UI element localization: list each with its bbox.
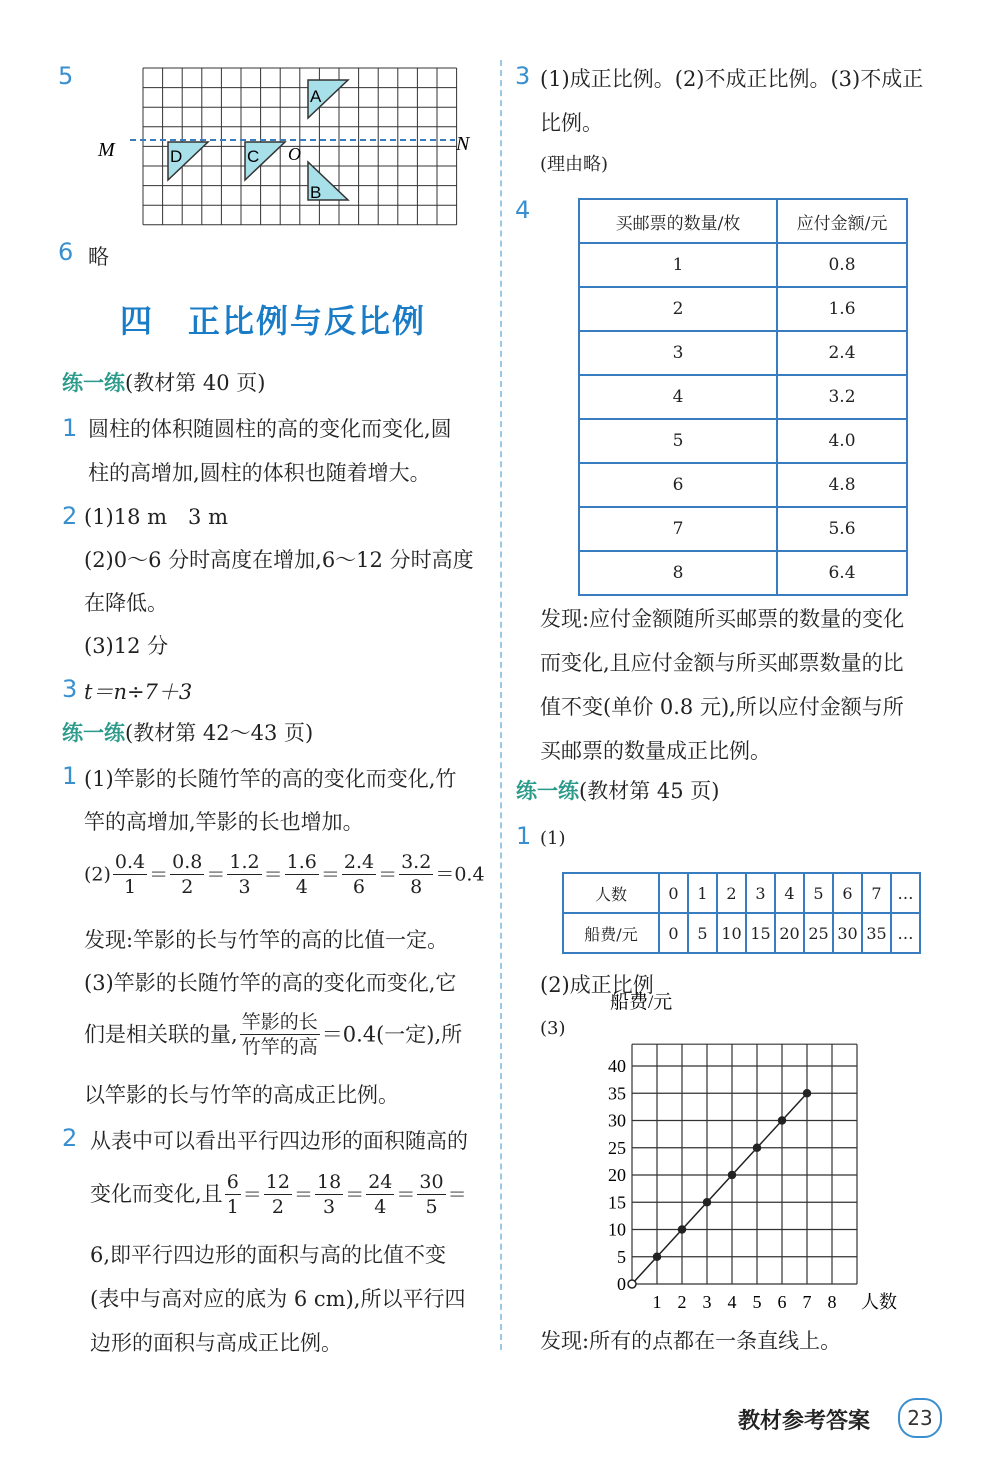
q1-d3: 以竿影的长与竹竿的高成正比例。 bbox=[84, 1083, 399, 1107]
data-point bbox=[804, 1090, 811, 1097]
frac-numerator: 6 bbox=[226, 1171, 239, 1193]
p2-number: 2 bbox=[62, 502, 78, 530]
table-row bbox=[579, 551, 907, 595]
data-point bbox=[729, 1172, 736, 1179]
table-cell: 4.8 bbox=[777, 463, 907, 507]
q4-number: 4 bbox=[515, 196, 531, 224]
table-cell: 10 bbox=[717, 913, 746, 953]
column-divider bbox=[500, 60, 502, 1350]
fraction bbox=[264, 1170, 292, 1219]
q1-d1: (3)竿影的长随竹竿的高的变化而变化,它 bbox=[84, 971, 457, 995]
q2-fractions bbox=[223, 1171, 467, 1218]
table-cell: 35 bbox=[862, 913, 891, 953]
equals-sign: ＝ bbox=[293, 1183, 313, 1206]
exercise-ref: (教材第 45 页) bbox=[579, 779, 720, 803]
exercise-heading-1 bbox=[62, 368, 265, 398]
q3-l2: 比例。 bbox=[540, 111, 603, 135]
q1-d2-suffix: ＝0.4(一定),所 bbox=[321, 1022, 463, 1047]
table-row bbox=[579, 463, 907, 507]
table-row bbox=[563, 873, 920, 913]
r1-a: (1) bbox=[540, 828, 566, 849]
y-tick-label: 25 bbox=[608, 1137, 626, 1158]
fraction bbox=[227, 850, 261, 899]
table-cell: 30 bbox=[833, 913, 862, 953]
frac-numerator: 12 bbox=[265, 1171, 290, 1193]
fraction bbox=[366, 1170, 394, 1219]
table-cell: 3 bbox=[579, 331, 777, 375]
table-cell: 2 bbox=[579, 287, 777, 331]
table-cell: 1 bbox=[579, 243, 777, 287]
exercise-label: 练一练 bbox=[62, 721, 125, 745]
q1-a2: 竿的高增加,竿影的长也增加。 bbox=[84, 810, 364, 834]
q3-number: 3 bbox=[515, 62, 531, 90]
frac-denominator: 6 bbox=[352, 876, 366, 898]
q1-a1: (1)竿影的长随竹竿的高的变化而变化,竹 bbox=[84, 767, 457, 791]
q5-number: 5 bbox=[58, 62, 74, 90]
data-point bbox=[654, 1253, 661, 1260]
table-cell: … bbox=[891, 873, 920, 913]
x-tick-label: 6 bbox=[777, 1292, 787, 1312]
table-cell: 5 bbox=[579, 419, 777, 463]
frac-numerator: 竿影的长 bbox=[241, 1011, 318, 1033]
data-point bbox=[754, 1144, 761, 1151]
q1-fractions bbox=[111, 851, 435, 898]
frac-denominator: 4 bbox=[295, 876, 308, 898]
table-row bbox=[579, 287, 907, 331]
fraction bbox=[399, 850, 433, 899]
p1-line2: 柱的高增加,圆柱的体积也随着增大。 bbox=[88, 461, 431, 485]
frac-numerator: 0.8 bbox=[172, 851, 203, 873]
table-header: 应付金额/元 bbox=[777, 199, 907, 243]
table-row bbox=[579, 419, 907, 463]
page-number: 23 bbox=[907, 1406, 933, 1430]
frac-numerator: 2.4 bbox=[343, 851, 375, 873]
label-d: D bbox=[170, 147, 183, 166]
x-tick-label: 1 bbox=[652, 1292, 662, 1312]
y-tick-label: 5 bbox=[617, 1246, 626, 1267]
table-cell: 15 bbox=[746, 913, 775, 953]
frac-numerator: 0.4 bbox=[114, 851, 146, 873]
boat-fee-line-chart bbox=[590, 992, 910, 1312]
data-point bbox=[779, 1117, 786, 1124]
q1-d2-fraction bbox=[240, 1010, 320, 1059]
section-title: 四 正比例与反比例 bbox=[120, 302, 427, 340]
table-row bbox=[563, 913, 920, 953]
fraction bbox=[342, 850, 376, 899]
frac-denominator: 3 bbox=[323, 1196, 336, 1218]
table-cell: 0 bbox=[659, 873, 688, 913]
p1-number: 1 bbox=[62, 414, 78, 442]
fraction bbox=[113, 850, 147, 899]
exercise-label: 练一练 bbox=[516, 779, 579, 803]
exercise-ref: (教材第 42～43 页) bbox=[125, 721, 314, 745]
table-cell: 5 bbox=[804, 873, 833, 913]
frac-denominator: 4 bbox=[374, 1196, 387, 1218]
q2-l2-prefix: 变化而变化,且 bbox=[90, 1182, 223, 1206]
frac-numerator: 1.2 bbox=[229, 851, 260, 873]
equals-sign: ＝ bbox=[345, 1183, 365, 1206]
q1-number: 1 bbox=[62, 762, 78, 790]
p2-c: (3)12 分 bbox=[84, 634, 169, 658]
fraction bbox=[225, 1170, 241, 1219]
r1-number: 1 bbox=[516, 822, 532, 850]
table-row bbox=[579, 375, 907, 419]
page-number-badge bbox=[898, 1398, 942, 1438]
y-tick-label: 30 bbox=[608, 1110, 626, 1131]
table-header: 买邮票的数量/枚 bbox=[579, 199, 777, 243]
r1-b: (2)成正比例 bbox=[540, 973, 654, 997]
equals-sign: ＝ bbox=[378, 863, 398, 886]
x-tick-label: 8 bbox=[827, 1292, 837, 1312]
q2-l3: 6,即平行四边形的面积与高的比值不变 bbox=[90, 1243, 447, 1267]
label-a: A bbox=[310, 87, 322, 106]
equals-sign: ＝ bbox=[149, 863, 169, 886]
table-row bbox=[579, 243, 907, 287]
equals-sign: ＝ bbox=[263, 863, 283, 886]
x-tick-label: 3 bbox=[702, 1292, 712, 1312]
q2-l4: (表中与高对应的底为 6 cm),所以平行四 bbox=[90, 1287, 466, 1311]
row-label: 人数 bbox=[563, 873, 659, 913]
q4-f4: 买邮票的数量成正比例。 bbox=[540, 739, 771, 763]
table-cell: 2 bbox=[717, 873, 746, 913]
label-c: C bbox=[247, 147, 260, 166]
y-tick-label: 10 bbox=[608, 1219, 626, 1240]
symmetry-grid-figure bbox=[90, 60, 490, 230]
q1-d2-prefix: 们是相关联的量, bbox=[84, 1022, 238, 1047]
q1-c: 发现:竿影的长与竹竿的高的比值一定。 bbox=[84, 928, 449, 952]
y-tick-label: 0 bbox=[617, 1274, 626, 1294]
q6-number: 6 bbox=[58, 238, 74, 266]
stamp-price-table bbox=[578, 198, 908, 596]
table-cell: 3 bbox=[746, 873, 775, 913]
table-cell: 4 bbox=[775, 873, 804, 913]
table-cell: 1 bbox=[688, 873, 717, 913]
table-cell: 0 bbox=[659, 913, 688, 953]
q4-f3: 值不变(单价 0.8 元),所以应付金额与所 bbox=[540, 695, 904, 719]
frac-denominator: 竹竿的高 bbox=[241, 1036, 318, 1058]
table-cell: 7 bbox=[579, 507, 777, 551]
q4-f1: 发现:应付金额随所买邮票的数量的变化 bbox=[540, 607, 905, 631]
label-m: M bbox=[98, 139, 115, 161]
table-cell: 6 bbox=[833, 873, 862, 913]
fraction bbox=[285, 850, 319, 899]
table-cell: 0.8 bbox=[777, 243, 907, 287]
q2-number: 2 bbox=[62, 1124, 78, 1152]
table-cell: 1.6 bbox=[777, 287, 907, 331]
data-point bbox=[679, 1226, 686, 1233]
label-n: N bbox=[456, 133, 470, 155]
table-cell: 5 bbox=[688, 913, 717, 953]
frac-numerator: 18 bbox=[317, 1171, 342, 1193]
q3-l3: (理由略) bbox=[540, 154, 609, 175]
q2-l1: 从表中可以看出平行四边形的面积随高的 bbox=[90, 1129, 468, 1153]
frac-denominator: 1 bbox=[123, 876, 137, 898]
frac-numerator: 1.6 bbox=[286, 851, 317, 873]
x-tick-label: 4 bbox=[727, 1292, 737, 1312]
x-axis-label: 人数 bbox=[861, 1292, 897, 1312]
table-cell: 20 bbox=[775, 913, 804, 953]
equals-sign: ＝ bbox=[447, 1183, 467, 1206]
table-cell: 7 bbox=[862, 873, 891, 913]
q1-b-suffix: ＝0.4 bbox=[435, 863, 485, 886]
table-row bbox=[579, 331, 907, 375]
x-tick-label: 5 bbox=[752, 1292, 762, 1312]
q1-ratio-chain bbox=[84, 850, 485, 899]
exercise-ref: (教材第 40 页) bbox=[125, 371, 266, 395]
frac-denominator: 8 bbox=[410, 876, 423, 898]
equals-sign: ＝ bbox=[242, 1183, 262, 1206]
x-tick-label: 7 bbox=[802, 1292, 812, 1312]
y-tick-label: 40 bbox=[608, 1056, 626, 1076]
table-cell: 3.2 bbox=[777, 375, 907, 419]
r1-d: 发现:所有的点都在一条直线上。 bbox=[540, 1329, 842, 1353]
table-row bbox=[579, 507, 907, 551]
table-cell: 25 bbox=[804, 913, 833, 953]
frac-denominator: 5 bbox=[425, 1196, 438, 1218]
p3-number: 3 bbox=[62, 675, 78, 703]
fraction bbox=[315, 1170, 343, 1219]
frac-numerator: 3.2 bbox=[401, 851, 432, 873]
row-label: 船费/元 bbox=[563, 913, 659, 953]
table-cell: 6 bbox=[579, 463, 777, 507]
y-tick-label: 20 bbox=[608, 1165, 626, 1185]
q4-f2: 而变化,且应付金额与所买邮票数量的比 bbox=[540, 651, 904, 675]
frac-denominator: 2 bbox=[271, 1196, 284, 1218]
frac-denominator: 1 bbox=[226, 1196, 239, 1218]
equals-sign: ＝ bbox=[320, 863, 340, 886]
frac-denominator: 2 bbox=[181, 876, 194, 898]
frac-denominator: 3 bbox=[238, 876, 251, 898]
exercise-heading-3 bbox=[516, 776, 719, 806]
label-b: B bbox=[310, 183, 322, 202]
p2-a: (1)18 m 3 m bbox=[84, 505, 229, 529]
p2-b2: 在降低。 bbox=[84, 591, 168, 615]
table-cell: 2.4 bbox=[777, 331, 907, 375]
q3-l1: (1)成正比例。(2)不成正比例。(3)不成正 bbox=[540, 67, 924, 91]
q6-text: 略 bbox=[88, 245, 109, 269]
exercise-label: 练一练 bbox=[62, 371, 125, 395]
p1-line1: 圆柱的体积随圆柱的高的变化而变化,圆 bbox=[88, 417, 452, 441]
p2-b1: (2)0～6 分时高度在增加,6～12 分时高度 bbox=[84, 548, 474, 572]
x-tick-label: 2 bbox=[677, 1292, 687, 1312]
data-point bbox=[704, 1199, 711, 1206]
fraction bbox=[170, 850, 204, 899]
table-cell: 6.4 bbox=[777, 551, 907, 595]
table-cell: 8 bbox=[579, 551, 777, 595]
table-cell: 4 bbox=[579, 375, 777, 419]
equals-sign: ＝ bbox=[396, 1183, 416, 1206]
table-cell: … bbox=[891, 913, 920, 953]
frac-numerator: 24 bbox=[368, 1171, 393, 1193]
q1-b-prefix: (2) bbox=[84, 863, 111, 886]
label-o: O bbox=[288, 144, 301, 164]
frac-numerator: 30 bbox=[419, 1171, 444, 1193]
boat-fee-table bbox=[562, 872, 921, 954]
y-axis-label: 船费/元 bbox=[610, 992, 673, 1014]
table-cell: 4.0 bbox=[777, 419, 907, 463]
equals-sign: ＝ bbox=[206, 863, 226, 886]
q2-l2 bbox=[90, 1170, 467, 1219]
footer-label: 教材参考答案 bbox=[738, 1409, 871, 1434]
q1-d2 bbox=[84, 1010, 462, 1059]
data-point bbox=[628, 1280, 636, 1288]
fraction bbox=[417, 1170, 445, 1219]
q2-l5: 边形的面积与高成正比例。 bbox=[90, 1331, 342, 1355]
p3-text: t＝n÷7＋3 bbox=[84, 680, 193, 704]
r1-c: (3) bbox=[540, 1018, 566, 1039]
y-tick-label: 35 bbox=[608, 1083, 626, 1104]
exercise-heading-2 bbox=[62, 718, 313, 748]
y-tick-label: 15 bbox=[608, 1192, 626, 1213]
table-cell: 5.6 bbox=[777, 507, 907, 551]
